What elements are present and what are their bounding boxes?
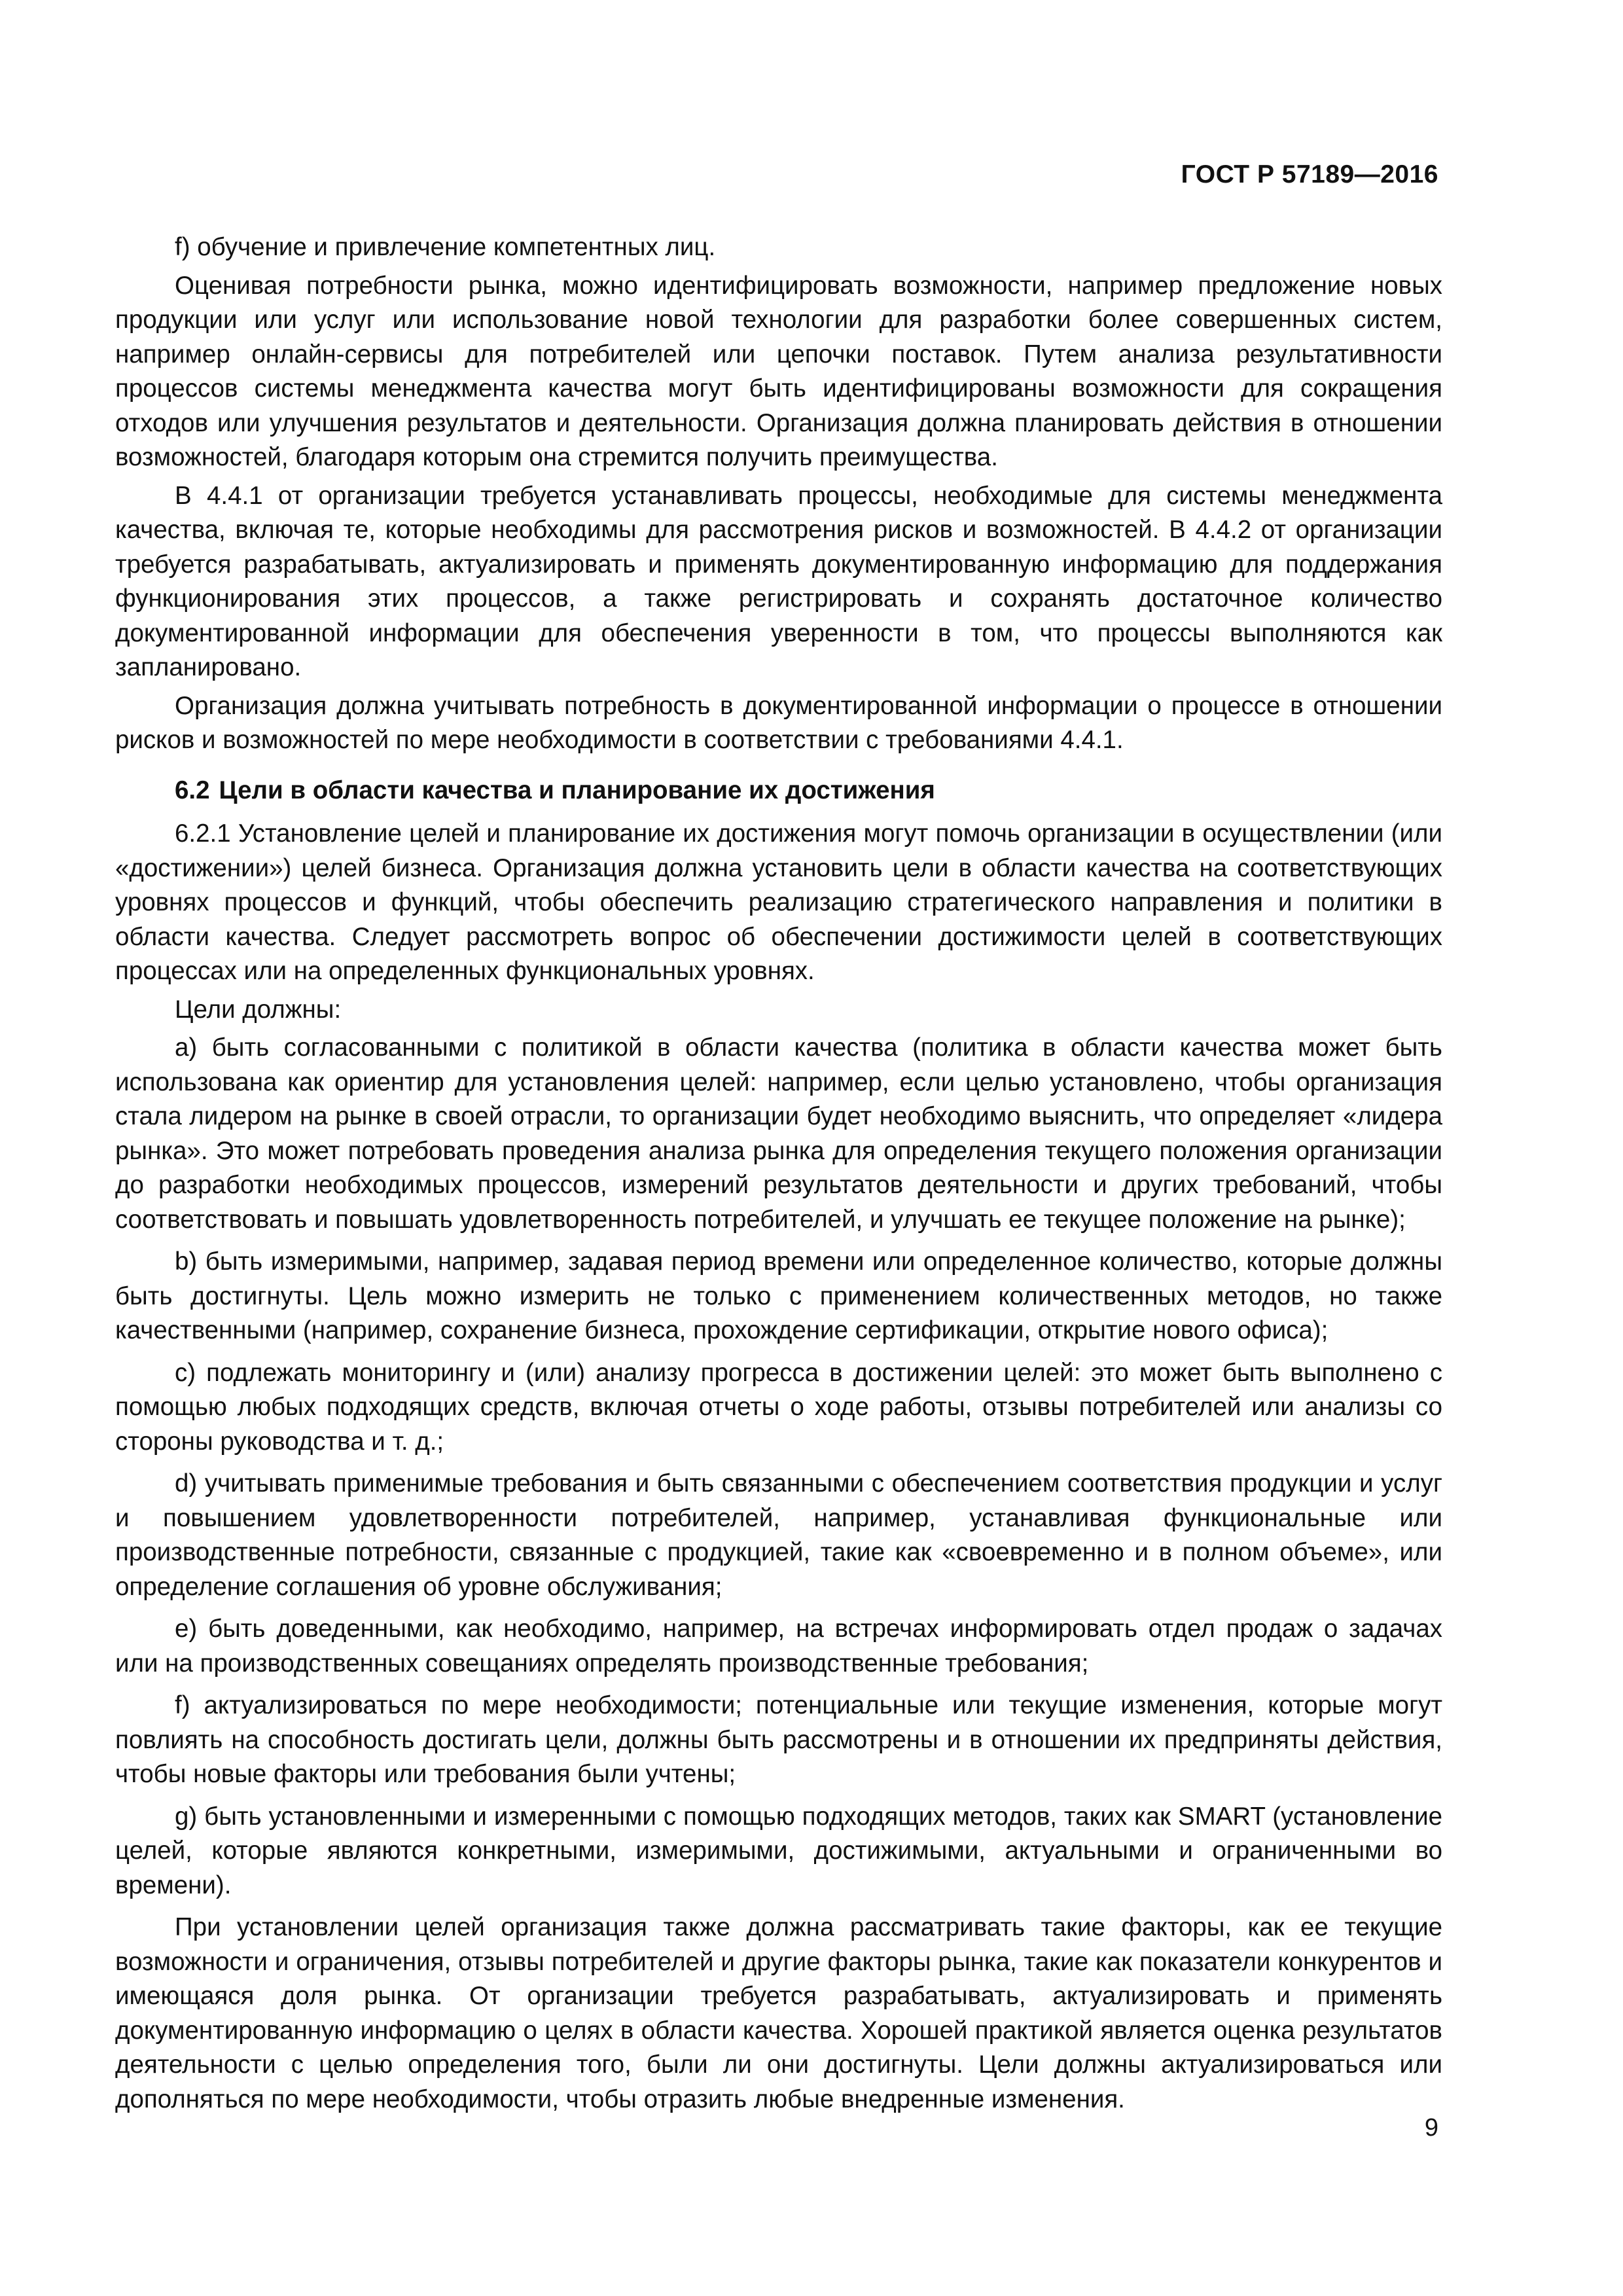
paragraph: При установлении целей организация также должна рассматривать такие факторы, как ее текущие возможности и ограничения, отзывы потребителей и другие факторы рынка, такие как показатели конкурентов и имеющаяся доля рынка. От организации требуется разрабатывать, актуализировать и применять документированную информацию о целях в области качества. Хорошей практикой является оценка результатов деятельности с целью определения того, были ли они достигнуты. Цели должны актуализироваться или дополняться по мере необходимости, чтобы отразить любые внедренные изменения. (115, 1913, 1442, 2113)
section-number: 6.2 (175, 776, 210, 804)
document-body (115, 230, 1442, 2117)
paragraph: f) обучение и привлечение компетентных лиц. (175, 233, 716, 261)
paragraph: Цели должны: (175, 995, 342, 1024)
list-item: a) быть согласованными с политикой в области качества (политика в области качества может быть использована как ориентир для установления целей: например, если целью установлено, чтобы организация стала лидером на рынке в своей отрасли, то организации будет необходимо выяснить, что определяет «лидера рынка». Это может потребовать проведения анализа рынка для определения текущего положения организации до разработки необходимых процессов, измерений результатов деятельности и других требований, чтобы соответствовать и повышать удовлетворенность потребителей, и улучшать ее текущее положение на рынке); (115, 1033, 1442, 1234)
paragraph: 6.2.1 Установление целей и планирование их достижения могут помочь организации в осуществлении (или «достижении») целей бизнеса. Организация должна установить цели в области качества на соответствующих уровнях процессов и функций, чтобы обеспечить реализацию стратегического направления и политики в области качества. Следует рассмотреть вопрос об обеспечении достижимости целей в соответствующих процессах или на определенных функциональных уровнях. (115, 819, 1442, 985)
paragraph: Организация должна учитывать потребность в документированной информации о процессе в отношении рисков и возможностей по мере необходимости в соответствии с требованиями 4.4.1. (115, 691, 1442, 754)
section-title: Цели в области качества и планирование их достижения (219, 776, 935, 804)
list-item: f) актуализироваться по мере необходимости; потенциальные или текущие изменения, которые могут повлиять на способность достигать цели, должны быть рассмотрены и в отношении их предприняты действия, чтобы новые факторы или требования были учтены; (115, 1691, 1442, 1788)
section-heading (115, 774, 1442, 808)
list-item: g) быть установленными и измеренными с помощью подходящих методов, таких как SMART (установление целей, которые являются конкретными, измеримыми, достижимыми, актуальными и ограниченными во времени). (115, 1802, 1442, 1899)
list-item: c) подлежать мониторингу и (или) анализу прогресса в достижении целей: это может быть выполнено с помощью любых подходящих средств, включая отчеты о ходе работы, отзывы потребителей или анализы со стороны руководства и т. д.; (115, 1358, 1442, 1456)
paragraph: В 4.4.1 от организации требуется устанавливать процессы, необходимые для системы менеджмента качества, включая те, которые необходимы для рассмотрения рисков и возможностей. В 4.4.2 от организации требуется разрабатывать, актуализировать и применять документированную информацию для поддержания функционирования этих процессов, а также регистрировать и сохранять достаточное количество документированной информации для обеспечения уверенности в том, что процессы выполняются как запланировано. (115, 481, 1442, 681)
list-item: e) быть доведенными, как необходимо, например, на встречах информировать отдел продаж о задачах или на производственных совещаниях определять производственные требования; (115, 1615, 1442, 1677)
paragraph: Оценивая потребности рынка, можно идентифицировать возможности, например предложение новых продукции или услуг или использование новой технологии для разработки более совершенных систем, например онлайн-сервисы для потребителей или цепочки поставок. Путем анализа результативности процессов системы менеджмента качества могут быть идентифицированы возможности для сокращения отходов или улучшения результатов и деятельности. Организация должна планировать действия в отношении возможностей, благодаря которым она стремится получить преимущества. (115, 271, 1442, 471)
page-number: 9 (1424, 2114, 1438, 2142)
list-item: d) учитывать применимые требования и быть связанными с обеспечением соответствия продукции и услуг и повышением удовлетворенности потребителей, например, устанавливая функциональные или производственные потребности, связанные с продукцией, такие как «своевременно и в полном объеме», или определение соглашения об уровне обслуживания; (115, 1469, 1442, 1601)
list-item: b) быть измеримыми, например, задавая период времени или определенное количество, которые должны быть достигнуты. Цель можно измерить не только с применением количественных методов, но также качественными (например, сохранение бизнеса, прохождение сертификации, открытие нового офиса); (115, 1247, 1442, 1344)
document-header: ГОСТ Р 57189—2016 (1181, 160, 1438, 188)
